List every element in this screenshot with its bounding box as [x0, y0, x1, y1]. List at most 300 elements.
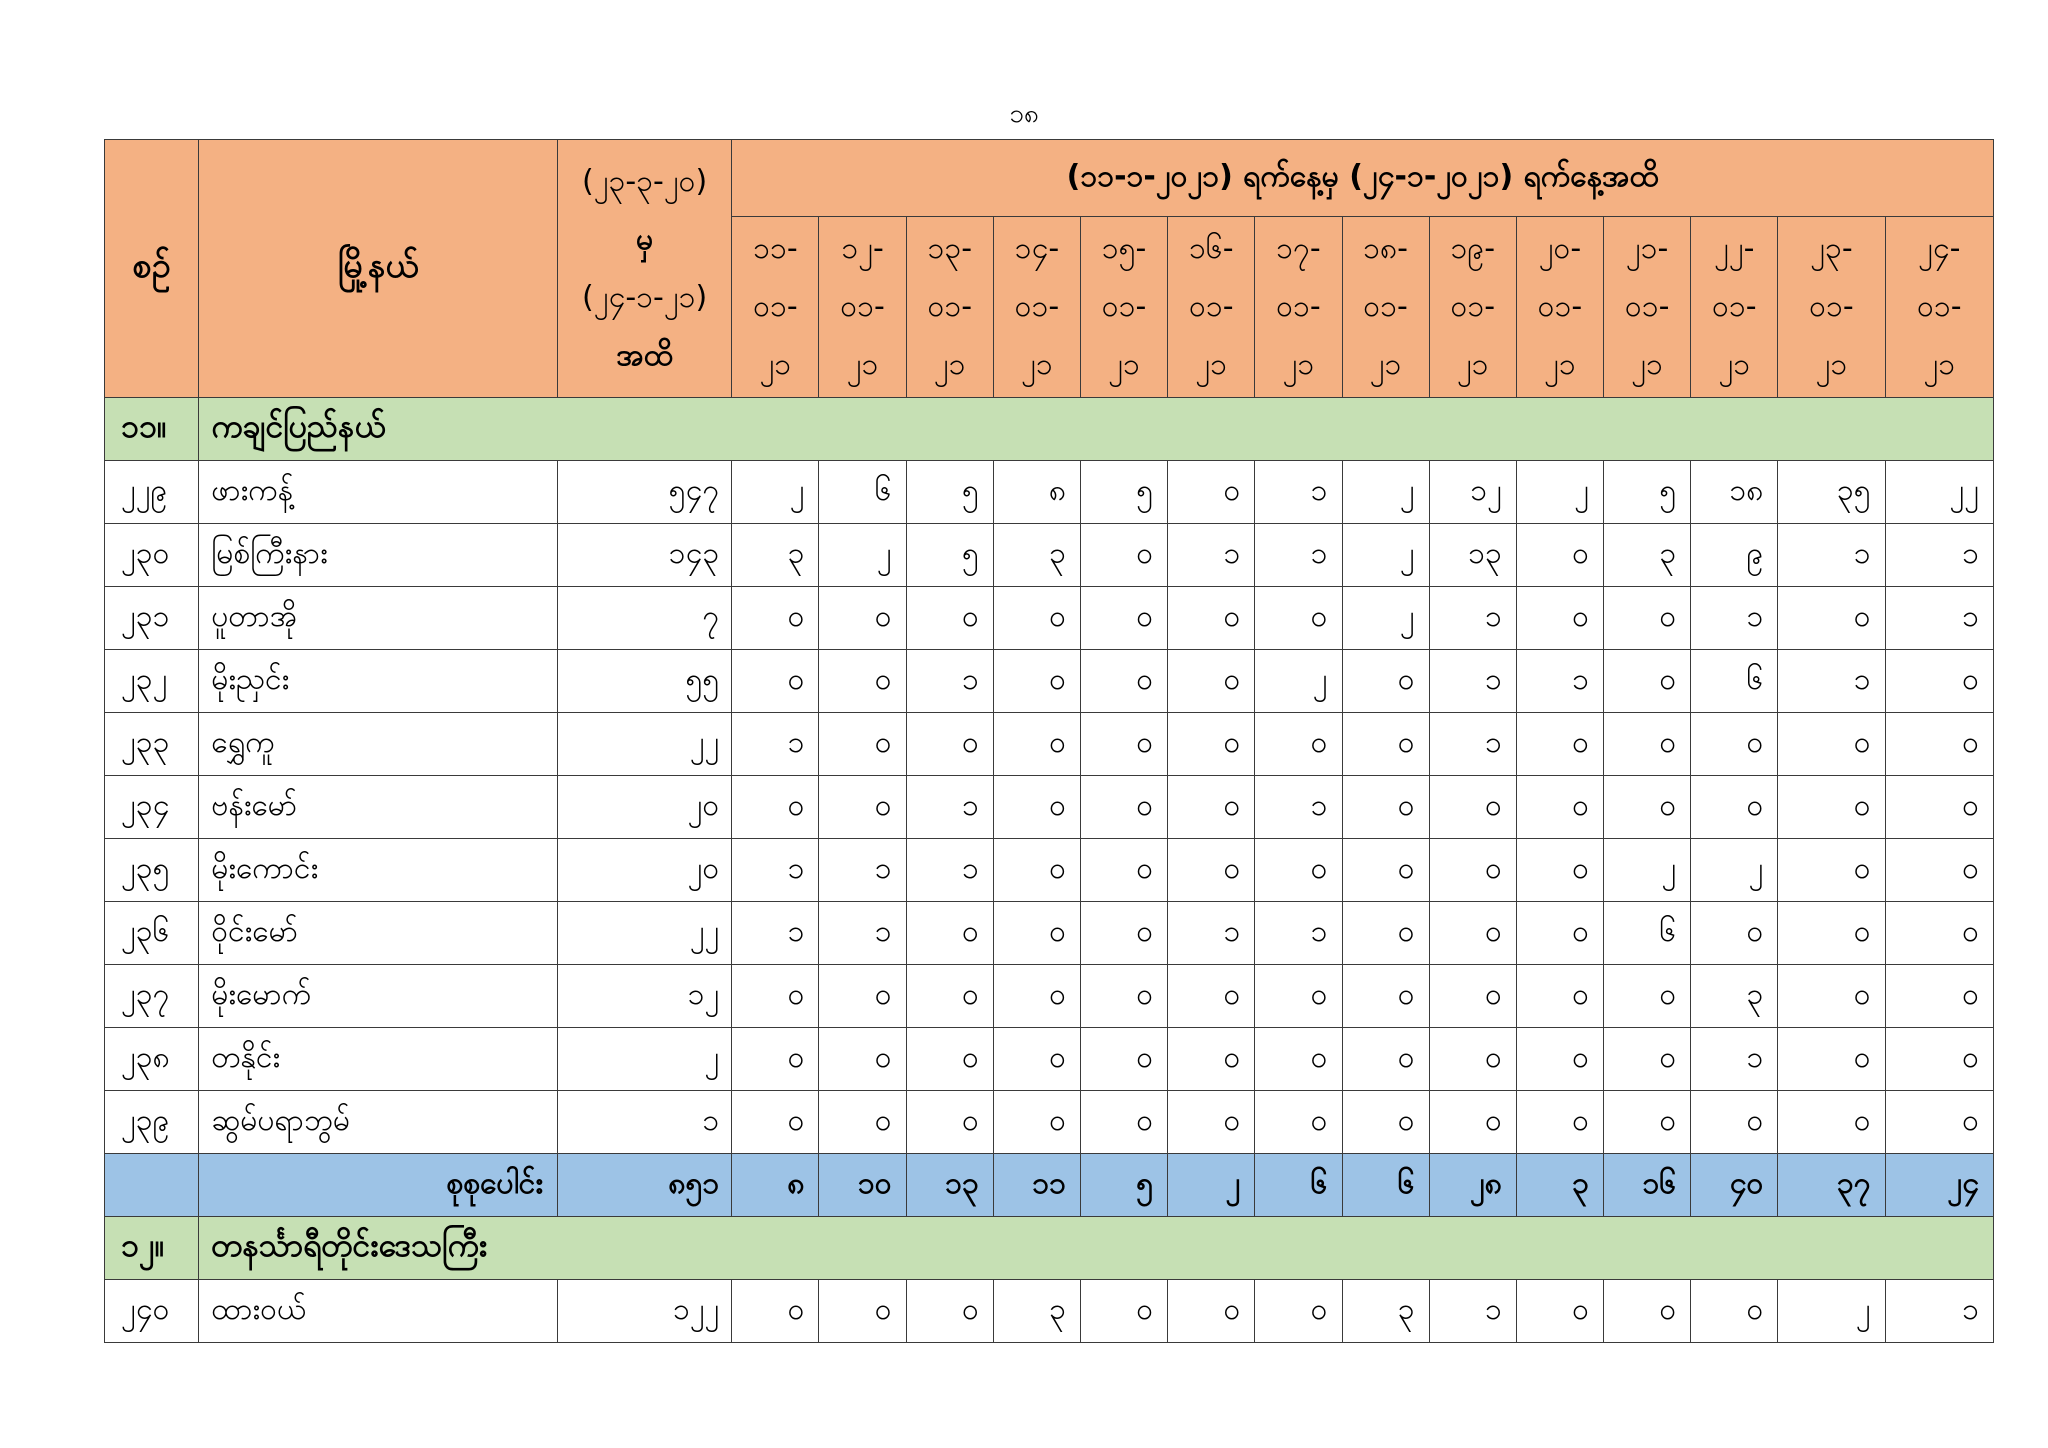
daily-value: ၂	[1691, 839, 1778, 902]
daily-value: ၀	[732, 776, 819, 839]
daily-value: ၀	[993, 839, 1080, 902]
daily-value: ၀	[1342, 776, 1429, 839]
header-date-3	[906, 217, 993, 398]
header-cumulative-until: (၂၄-၁-၂၁)	[582, 279, 708, 315]
header-date-part: ၂၁	[1021, 347, 1053, 382]
header-date-part: ၂၀-	[1538, 231, 1582, 266]
daily-value: ၀	[1168, 650, 1255, 713]
header-date-part: ၂၁-	[1625, 231, 1669, 266]
daily-value: ၁	[1255, 461, 1342, 524]
daily-value: ၀	[1604, 1091, 1691, 1154]
header-date-12	[1691, 217, 1778, 398]
header-date-part: ၂၁	[933, 347, 966, 382]
daily-value: ၀	[1516, 965, 1603, 1028]
cumulative-total: ၅၄၇	[557, 461, 731, 524]
header-date-part: ၁၂-	[841, 231, 884, 266]
table-row	[105, 587, 1994, 650]
daily-value: ၁	[1778, 650, 1885, 713]
header-date-part: ၁၁-	[753, 231, 798, 266]
header-date-part: ၂၁	[759, 347, 792, 382]
daily-value: ၂	[1342, 587, 1429, 650]
daily-value: ၂	[1604, 839, 1691, 902]
daily-value: ၀	[1255, 587, 1342, 650]
table-row	[105, 461, 1994, 524]
header-date-13	[1778, 217, 1885, 398]
daily-value: ၃၅	[1778, 461, 1885, 524]
daily-value: ၀	[1516, 713, 1603, 776]
daily-value: ၀	[1885, 650, 1993, 713]
daily-value: ၀	[1255, 1280, 1342, 1343]
daily-value: ၀	[1429, 776, 1516, 839]
daily-value: ၀	[1168, 713, 1255, 776]
township-name: တနိုင်း	[199, 1028, 558, 1091]
daily-value: ၀	[1691, 1091, 1778, 1154]
row-number: ၂၂၉	[105, 461, 199, 524]
cumulative-total: ၂၂	[557, 713, 731, 776]
header-date-part: ၁၉-	[1450, 231, 1496, 266]
header-date-part: ၀၁-	[1014, 289, 1060, 324]
township-name: ပူတာအို	[199, 587, 558, 650]
township-name: ထားဝယ်	[199, 1280, 558, 1343]
daily-value: ၈	[993, 461, 1080, 524]
daily-value: ၁	[1255, 524, 1342, 587]
row-number: ၂၃၂	[105, 650, 199, 713]
daily-value: ၀	[1080, 1028, 1167, 1091]
section-name: ကချင်ပြည်နယ်	[199, 398, 1994, 461]
daily-value: ၁	[1691, 1028, 1778, 1091]
header-township: မြို့နယ်	[199, 140, 558, 398]
row-number: ၂၃၃	[105, 713, 199, 776]
daily-value: ၀	[819, 650, 906, 713]
header-date-part: ၁၈-	[1363, 231, 1408, 266]
daily-value: ၀	[906, 965, 993, 1028]
daily-value: ၀	[1516, 587, 1603, 650]
daily-value: ၀	[1778, 587, 1885, 650]
header-date-part: ၂၃-	[1810, 231, 1853, 266]
township-name: မိုးညှင်း	[199, 650, 558, 713]
header-date-part: ၀၁-	[927, 289, 973, 324]
daily-value: ၀	[1168, 1091, 1255, 1154]
daily-value: ၀	[1778, 965, 1885, 1028]
cumulative-total: ၂၀	[557, 776, 731, 839]
daily-value: ၀	[906, 713, 993, 776]
daily-value: ၀	[906, 587, 993, 650]
daily-value: ၀	[1604, 1280, 1691, 1343]
daily-value: ၁၃	[1429, 524, 1516, 587]
header-date-9	[1429, 217, 1516, 398]
daily-value: ၀	[1778, 776, 1885, 839]
header-date-part: ၀၁-	[1711, 289, 1757, 324]
cumulative-total: ၂၀	[557, 839, 731, 902]
header-cumulative	[557, 140, 731, 398]
daily-value: ၀	[1691, 1280, 1778, 1343]
row-number: ၂၃၅	[105, 839, 199, 902]
row-number: ၂၃၇	[105, 965, 199, 1028]
daily-value: ၀	[1342, 839, 1429, 902]
sum-daily-value: ၁၆	[1604, 1154, 1691, 1217]
sum-daily-value: ၁၁	[993, 1154, 1080, 1217]
township-name: မိုးကောင်း	[199, 839, 558, 902]
daily-value: ၂	[1255, 650, 1342, 713]
daily-value: ၀	[1885, 1028, 1993, 1091]
header-date-part: ၀၁-	[753, 289, 798, 324]
header-date-4	[993, 217, 1080, 398]
daily-value: ၅	[1604, 461, 1691, 524]
daily-value: ၀	[1778, 902, 1885, 965]
daily-value: ၀	[1885, 839, 1993, 902]
daily-value: ၀	[819, 713, 906, 776]
cumulative-total: ၇	[557, 587, 731, 650]
sum-daily-value: ၁၃	[906, 1154, 993, 1217]
daily-value: ၀	[993, 1028, 1080, 1091]
daily-value: ၁	[1429, 587, 1516, 650]
daily-value: ၀	[732, 1028, 819, 1091]
header-date-part: ၁၆-	[1188, 231, 1234, 266]
section-row	[105, 398, 1994, 461]
daily-value: ၀	[1168, 461, 1255, 524]
daily-value: ၀	[1342, 713, 1429, 776]
header-date-part: ၀၁-	[1101, 289, 1147, 324]
header-date-part: ၂၄-	[1918, 231, 1961, 266]
sum-daily-value: ၆	[1255, 1154, 1342, 1217]
table-row	[105, 1091, 1994, 1154]
header-date-6	[1168, 217, 1255, 398]
header-date-part: ၀၁-	[1537, 289, 1583, 324]
daily-value: ၀	[1885, 902, 1993, 965]
daily-value: ၀	[1255, 713, 1342, 776]
section-number: ၁၁။	[105, 398, 199, 461]
daily-value: ၁	[819, 839, 906, 902]
daily-value: ၁	[1255, 776, 1342, 839]
header-date-part: ၂၁	[1718, 347, 1751, 382]
daily-value: ၀	[1778, 839, 1885, 902]
daily-value: ၀	[1168, 839, 1255, 902]
header-date-part: ၀၁-	[1363, 289, 1408, 324]
table-row	[105, 1028, 1994, 1091]
daily-value: ၂	[1516, 461, 1603, 524]
sum-total: ၈၅၁	[557, 1154, 731, 1217]
daily-value: ၁၂	[1429, 461, 1516, 524]
daily-value: ၀	[1080, 902, 1167, 965]
daily-value: ၀	[906, 1091, 993, 1154]
sum-label: စုစုပေါင်း	[199, 1154, 558, 1217]
daily-value: ၀	[1080, 839, 1167, 902]
daily-value: ၀	[1429, 1028, 1516, 1091]
cumulative-total: ၁၂၂	[557, 1280, 731, 1343]
daily-value: ၀	[819, 1280, 906, 1343]
table-row	[105, 1280, 1994, 1343]
header-date-part: ၀၁-	[840, 289, 885, 324]
daily-value: ၃	[993, 524, 1080, 587]
daily-value: ၀	[732, 1091, 819, 1154]
daily-value: ၀	[993, 587, 1080, 650]
section-name: တနင်္သာရီတိုင်းဒေသကြီး	[199, 1217, 1994, 1280]
sum-daily-value: ၃၇	[1778, 1154, 1885, 1217]
sum-daily-value: ၆	[1342, 1154, 1429, 1217]
daily-value: ၂	[1778, 1280, 1885, 1343]
township-name: မြစ်ကြီးနား	[199, 524, 558, 587]
daily-value: ၁	[906, 650, 993, 713]
daily-value: ၀	[1429, 965, 1516, 1028]
row-number: ၂၃၉	[105, 1091, 199, 1154]
table-row	[105, 965, 1994, 1028]
daily-value: ၁	[819, 902, 906, 965]
daily-value: ၀	[1080, 1091, 1167, 1154]
daily-value: ၀	[1080, 587, 1167, 650]
daily-value: ၀	[1691, 776, 1778, 839]
cumulative-total: ၁၄၃	[557, 524, 731, 587]
header-date-part: ၀၁-	[1276, 289, 1321, 324]
daily-value: ၀	[1516, 1028, 1603, 1091]
daily-value: ၀	[1604, 650, 1691, 713]
daily-value: ၁	[1778, 524, 1885, 587]
header-date-part: ၂၁	[1456, 347, 1489, 382]
daily-value: ၀	[1429, 902, 1516, 965]
daily-value: ၀	[819, 776, 906, 839]
daily-value: ၀	[993, 713, 1080, 776]
section-row	[105, 1217, 1994, 1280]
daily-value: ၀	[1691, 713, 1778, 776]
cumulative-total: ၁	[557, 1091, 731, 1154]
township-name: မိုးမောက်	[199, 965, 558, 1028]
daily-value: ၀	[1516, 524, 1603, 587]
header-date-part: ၀၁-	[1917, 289, 1962, 324]
header-cumulative-until-word: အထိ	[616, 337, 673, 373]
header-date-8	[1342, 217, 1429, 398]
daily-value: ၀	[819, 587, 906, 650]
daily-value: ၁	[1429, 713, 1516, 776]
daily-value: ၀	[1342, 650, 1429, 713]
header-date-part: ၂၁	[1631, 347, 1663, 382]
daily-value: ၀	[1604, 1028, 1691, 1091]
daily-value: ၁	[1885, 587, 1993, 650]
township-name: ဖားကန့်	[199, 461, 558, 524]
daily-value: ၃	[732, 524, 819, 587]
daily-value: ၀	[1168, 1028, 1255, 1091]
daily-value: ၀	[1604, 965, 1691, 1028]
daily-value: ၀	[906, 902, 993, 965]
daily-value: ၁	[732, 713, 819, 776]
header-date-7	[1255, 217, 1342, 398]
header-date-1	[732, 217, 819, 398]
header-date-part: ၂၂-	[1714, 231, 1755, 266]
daily-value: ၀	[1429, 1091, 1516, 1154]
cumulative-total: ၂၂	[557, 902, 731, 965]
daily-value: ၀	[1080, 713, 1167, 776]
page-number: ၁၈	[1009, 99, 1039, 129]
daily-value: ၀	[1342, 902, 1429, 965]
daily-value: ၀	[993, 1091, 1080, 1154]
header-date-part: ၁၃-	[927, 231, 973, 266]
daily-value: ၀	[1080, 1280, 1167, 1343]
table-row	[105, 524, 1994, 587]
daily-value: ၁	[1885, 524, 1993, 587]
daily-value: ၀	[1604, 587, 1691, 650]
daily-value: ၁	[906, 776, 993, 839]
daily-value: ၂၂	[1885, 461, 1993, 524]
daily-value: ၂	[1342, 524, 1429, 587]
header-date-part: ၀၁-	[1809, 289, 1854, 324]
daily-value: ၀	[1255, 965, 1342, 1028]
daily-value: ၀	[1080, 650, 1167, 713]
header-date-14	[1885, 217, 1993, 398]
header-date-part: ၂၁	[846, 347, 879, 382]
daily-value: ၃	[993, 1280, 1080, 1343]
header-date-part: ၂၁	[1195, 347, 1228, 382]
daily-value: ၀	[1516, 1091, 1603, 1154]
cumulative-total: ၁၂	[557, 965, 731, 1028]
daily-value: ၁	[906, 839, 993, 902]
township-name: ရွှေကူ	[199, 713, 558, 776]
daily-value: ၀	[1604, 713, 1691, 776]
daily-value: ၃	[1691, 965, 1778, 1028]
header-date-11	[1604, 217, 1691, 398]
header-date-range: (၁၁-၁-၂၀၂၁) ရက်နေ့မှ (၂၄-၁-၂၀၂၁) ရက်နေ့အထိ	[732, 140, 1994, 217]
table-row	[105, 650, 1994, 713]
sum-daily-value: ၄၀	[1691, 1154, 1778, 1217]
header-date-part: ၂၁	[1815, 347, 1848, 382]
daily-value: ၁၈	[1691, 461, 1778, 524]
header-date-2	[819, 217, 906, 398]
table-row	[105, 713, 1994, 776]
row-number: ၂၃၁	[105, 587, 199, 650]
cumulative-total: ၅၅	[557, 650, 731, 713]
daily-value: ၀	[993, 776, 1080, 839]
header-date-part: ၁၅-	[1101, 231, 1147, 266]
daily-value: ၁	[1168, 902, 1255, 965]
sum-daily-value: ၅	[1080, 1154, 1167, 1217]
daily-value: ၀	[906, 1028, 993, 1091]
daily-value: ၀	[1080, 776, 1167, 839]
header-date-part: ၂၁	[1108, 347, 1140, 382]
daily-value: ၂	[819, 524, 906, 587]
daily-value: ၀	[1342, 965, 1429, 1028]
header-date-part: ၂၁	[1282, 347, 1315, 382]
header-no: စဉ်	[105, 140, 199, 398]
daily-value: ၀	[732, 587, 819, 650]
daily-value: ၀	[1255, 839, 1342, 902]
daily-value: ၁	[732, 839, 819, 902]
daily-value: ၀	[1885, 965, 1993, 1028]
header-date-part: ၂၁	[1923, 347, 1956, 382]
daily-value: ၀	[906, 1280, 993, 1343]
sum-row	[105, 1154, 1994, 1217]
header-date-part: ၁၄-	[1014, 231, 1060, 266]
daily-value: ၁	[1255, 902, 1342, 965]
header-date-part: ၂၁	[1544, 347, 1576, 382]
daily-value: ၀	[732, 1280, 819, 1343]
daily-value: ၀	[1168, 1280, 1255, 1343]
daily-value: ၅	[906, 461, 993, 524]
row-number: ၂၃၄	[105, 776, 199, 839]
township-name: ဝိုင်းမော်	[199, 902, 558, 965]
daily-value: ၀	[1080, 524, 1167, 587]
daily-value: ၀	[1429, 839, 1516, 902]
daily-value: ၁	[1885, 1280, 1993, 1343]
daily-value: ၀	[1168, 587, 1255, 650]
header-date-part: ၀၁-	[1188, 289, 1234, 324]
daily-value: ၀	[1885, 776, 1993, 839]
daily-value: ၆	[1604, 902, 1691, 965]
sum-daily-value: ၂၈	[1429, 1154, 1516, 1217]
header-date-part: ၀၁-	[1450, 289, 1496, 324]
daily-value: ၀	[1255, 1028, 1342, 1091]
daily-value: ၀	[1885, 1091, 1993, 1154]
daily-value: ၃	[1342, 1280, 1429, 1343]
sum-daily-value: ၂	[1168, 1154, 1255, 1217]
daily-value: ၅	[906, 524, 993, 587]
row-number: ၂၃၀	[105, 524, 199, 587]
header-cumulative-to-word: မှ	[636, 221, 654, 257]
daily-value: ၂	[732, 461, 819, 524]
daily-value: ၁	[1429, 650, 1516, 713]
table-row	[105, 776, 1994, 839]
daily-value: ၁	[1516, 650, 1603, 713]
covid-daily-table	[104, 139, 1994, 1343]
township-name: ဆွမ်ပရာဘွမ်	[199, 1091, 558, 1154]
table-row	[105, 839, 1994, 902]
daily-value: ၀	[1342, 1028, 1429, 1091]
daily-value: ၆	[1691, 650, 1778, 713]
daily-value: ၀	[1885, 713, 1993, 776]
header-date-part: ၁၇-	[1276, 231, 1321, 266]
daily-value: ၀	[993, 902, 1080, 965]
daily-value: ၀	[1342, 1091, 1429, 1154]
daily-value: ၀	[1516, 1280, 1603, 1343]
header-date-part: ၀၁-	[1624, 289, 1670, 324]
daily-value: ၀	[1778, 1028, 1885, 1091]
daily-value: ၁	[1168, 524, 1255, 587]
table-header	[105, 140, 1994, 398]
daily-value: ၀	[1080, 965, 1167, 1028]
header-date-10	[1516, 217, 1603, 398]
daily-value: ၀	[1168, 965, 1255, 1028]
header-date-part: ၂၁	[1369, 347, 1402, 382]
daily-value: ၀	[1255, 1091, 1342, 1154]
sum-empty-cell	[105, 1154, 199, 1217]
daily-value: ၆	[819, 461, 906, 524]
daily-value: ၀	[1516, 902, 1603, 965]
daily-value: ၀	[1778, 713, 1885, 776]
daily-value: ၀	[732, 965, 819, 1028]
daily-value: ၀	[993, 650, 1080, 713]
daily-value: ၀	[732, 650, 819, 713]
township-name: ဗန်းမော်	[199, 776, 558, 839]
table-body	[105, 398, 1994, 1343]
row-number: ၂၃၈	[105, 1028, 199, 1091]
daily-value: ၀	[1516, 776, 1603, 839]
daily-value: ၁	[732, 902, 819, 965]
daily-value: ၃	[1604, 524, 1691, 587]
section-number: ၁၂။	[105, 1217, 199, 1280]
sum-daily-value: ၃	[1516, 1154, 1603, 1217]
sum-daily-value: ၂၄	[1885, 1154, 1993, 1217]
daily-value: ၁	[1691, 587, 1778, 650]
daily-value: ၀	[1604, 776, 1691, 839]
daily-value: ၀	[993, 965, 1080, 1028]
daily-value: ၁	[1429, 1280, 1516, 1343]
sum-daily-value: ၈	[732, 1154, 819, 1217]
daily-value: ၀	[819, 1028, 906, 1091]
daily-value: ၀	[819, 1091, 906, 1154]
daily-value: ၀	[1516, 839, 1603, 902]
header-date-5	[1080, 217, 1167, 398]
daily-value: ၀	[1168, 776, 1255, 839]
daily-value: ၅	[1080, 461, 1167, 524]
daily-value: ၀	[1778, 1091, 1885, 1154]
daily-value: ၀	[819, 965, 906, 1028]
header-cumulative-from: (၂၃-၃-၂၀)	[582, 163, 708, 199]
